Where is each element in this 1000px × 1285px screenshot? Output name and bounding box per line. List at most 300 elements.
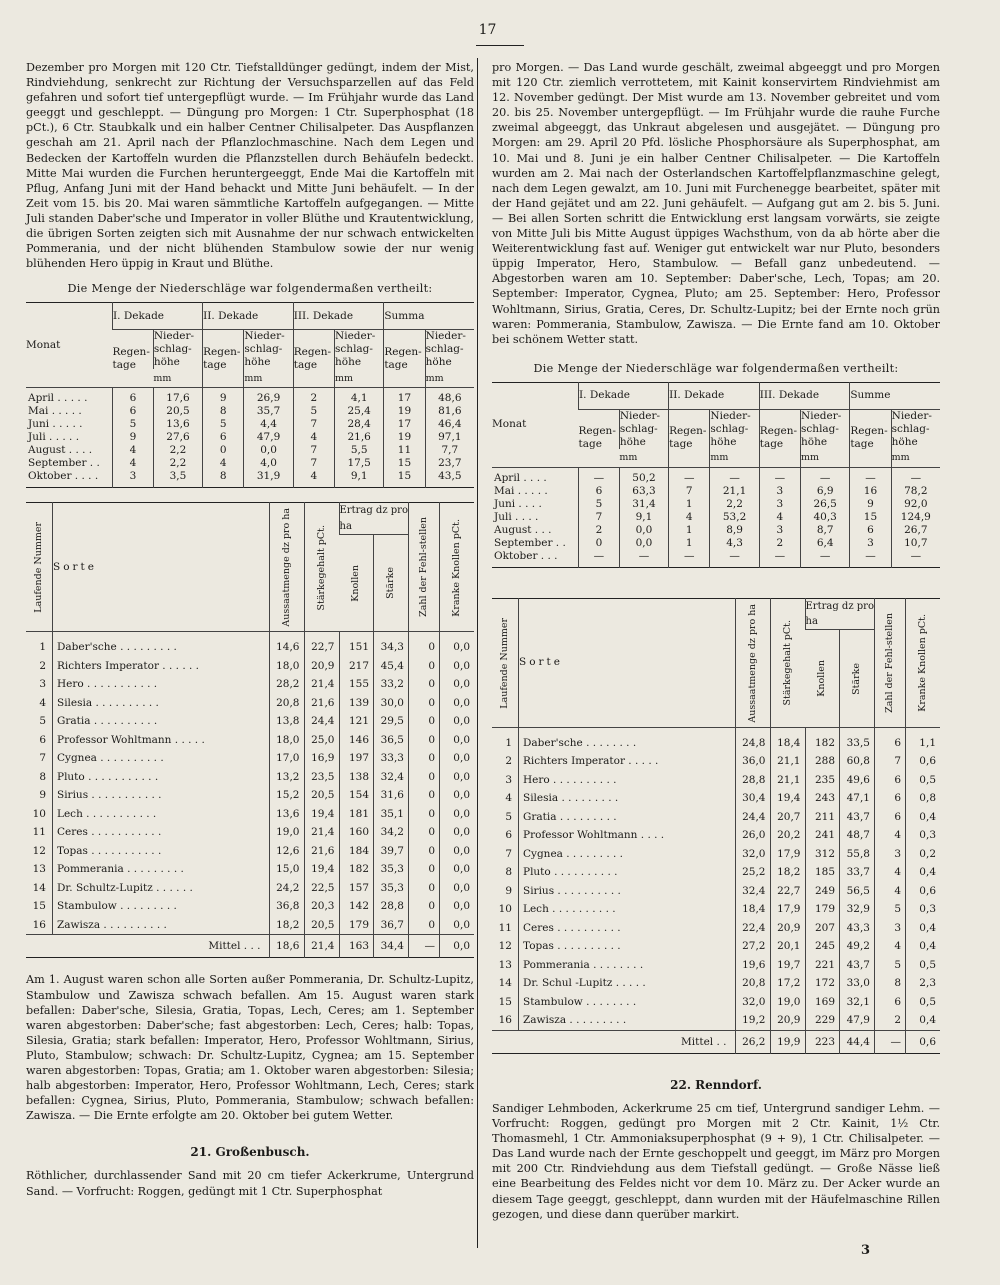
yield-value-cell: 0	[409, 657, 440, 676]
knollen-header: Knollen	[350, 564, 362, 602]
yield-value-cell: 28,2	[269, 675, 304, 694]
rain-value-cell: 48,6	[425, 388, 474, 406]
yield-value-cell: 0,6	[906, 882, 941, 901]
yield-value-cell: 18,0	[269, 657, 304, 676]
yield-value-cell: 179	[805, 900, 840, 919]
regentage-header: Regen-tage	[669, 409, 710, 467]
yield-value-cell: 22,7	[304, 632, 339, 657]
rain-value-cell: 2,2	[153, 457, 202, 470]
yield-value-cell: 0	[409, 712, 440, 731]
yield-value-cell: 3	[875, 919, 906, 938]
yield-value-cell: 28,8	[735, 771, 770, 790]
yield-row	[26, 675, 474, 694]
yield-value-cell: 249	[805, 882, 840, 901]
yield-value-cell: 6	[875, 993, 906, 1012]
variety-name-cell: Lech . . . . . . . . . . .	[53, 805, 270, 824]
dekade-2-header: II. Dekade	[669, 382, 760, 409]
yield-value-cell: 5	[875, 956, 906, 975]
yield-value-cell: 60,8	[840, 752, 875, 771]
row-number-cell: 7	[505, 847, 512, 860]
yield-value-cell: 0	[409, 860, 440, 879]
yield-row	[492, 863, 940, 882]
rain-value-cell: 2,2	[710, 498, 759, 511]
rain-value-cell: 53,2	[710, 511, 759, 524]
mm-unit: mm	[891, 449, 940, 468]
yield-row	[492, 727, 940, 752]
right-rain-body	[492, 467, 940, 567]
mittel-value: —	[875, 1030, 906, 1053]
yield-value-cell: 179	[339, 916, 374, 935]
sorte-header: Sorte	[519, 598, 736, 727]
knollen-header: Knollen	[816, 660, 828, 697]
rain-value-cell: 8,9	[710, 524, 759, 537]
yield-value-cell: 20,2	[770, 826, 805, 845]
hoehe-header: Nieder-schlag-höhe	[425, 330, 474, 370]
yield-row	[492, 882, 940, 901]
rain-value-cell: 92,0	[891, 498, 940, 511]
left-paragraph-1: Dezember pro Morgen mit 120 Ctr. Tiefstalldünger gedüngt, indem der Mist, Rindviehdung, senkrecht zur Richtung der Versuchsparzellen auf das Feld gefahren und sofort tief untergepflügt wurde. — Im Frühjahr wurde das Land geeggt und geschleppt. — Düngung pro Morgen: 1 Ctr. Superphosphat (18 pCt.), 6 Ctr. Staubkalk und ein halber Centner Chilisalpeter. Das Auspflanzen geschah am 21. April nach der Pflanzlochmaschine. Nach dem Legen und Bedecken der Kartoffeln wurden die Pflanzstellen durch Behäufeln bedeckt. Mitte Mai wurden die Furchen heruntergeeggt, Ende Mai die Kartoffeln mit Pflug, Anfang Juni mit der Hand behackt und Mitte Juni behäufelt. — In der Zeit vom 15. bis 20. Mai waren sämmtliche Kartoffeln aufgegangen. — Mitte Juli standen Daber'sche und Imperator in voller Blüthe und Krautentwicklung, die übrigen Sorten zeigten sich mit Ausnahme der nur schwach entwickelten Pommerania, und der nicht blühenden Stambulow sowie der nur wenig blühenden Hero üppig in Kraut und Blüthe.	[26, 61, 474, 271]
yield-value-cell: 29,5	[374, 712, 409, 731]
variety-name-cell: Richters Imperator . . . . .	[519, 752, 736, 771]
mm-unit: mm	[801, 449, 850, 468]
summe-header: Summe	[850, 382, 940, 409]
yield-value-cell: 36,8	[269, 897, 304, 916]
fehlstellen-header: Zahl der Fehl-stellen	[418, 517, 430, 618]
month-cell: September . .	[28, 457, 100, 470]
rain-value-cell: 15	[384, 470, 425, 488]
yield-value-cell: 229	[805, 1011, 840, 1030]
yield-value-cell: 0,5	[906, 993, 941, 1012]
yield-value-cell: 19,4	[304, 860, 339, 879]
ertrag-header: Ertrag dz pro ha	[805, 598, 875, 629]
variety-name-cell: Stambulow . . . . . . . . .	[53, 897, 270, 916]
yield-row	[492, 789, 940, 808]
yield-value-cell: 155	[339, 675, 374, 694]
rain-value-cell: 9,1	[335, 470, 384, 488]
rain-value-cell: 50,2	[619, 467, 668, 485]
yield-row	[26, 897, 474, 916]
yield-row	[26, 916, 474, 935]
yield-value-cell: 184	[339, 842, 374, 861]
yield-value-cell: 36,7	[374, 916, 409, 935]
yield-value-cell: 4	[875, 826, 906, 845]
yield-value-cell: 221	[805, 956, 840, 975]
mm-unit: mm	[244, 369, 293, 388]
aussaat-header: Aussaatmenge dz pro ha	[280, 508, 292, 627]
variety-name-cell: Cygnea . . . . . . . . . .	[53, 749, 270, 768]
row-number-cell: 8	[505, 866, 512, 879]
month-cell: April . . . . .	[28, 392, 88, 405]
row-number-cell: 4	[39, 696, 46, 709]
rain-value-cell: 4,4	[244, 418, 293, 431]
rain-value-cell: —	[579, 550, 620, 568]
yield-row	[26, 805, 474, 824]
rain-value-cell: 4	[759, 511, 800, 524]
yield-value-cell: 0,0	[440, 842, 475, 861]
mittel-value: 163	[339, 935, 374, 958]
yield-value-cell: 197	[339, 749, 374, 768]
rain-value-cell: 2	[579, 524, 620, 537]
yield-value-cell: 185	[805, 863, 840, 882]
row-number-cell: 3	[39, 678, 46, 691]
yield-value-cell: 25,2	[735, 863, 770, 882]
yield-value-cell: 22,5	[304, 879, 339, 898]
yield-value-cell: 43,3	[840, 919, 875, 938]
yield-value-cell: 21,1	[770, 771, 805, 790]
yield-row	[26, 749, 474, 768]
rain-value-cell: —	[759, 467, 800, 485]
yield-row	[26, 786, 474, 805]
rain-value-cell: 3	[759, 485, 800, 498]
left-yield-table	[26, 502, 474, 958]
yield-value-cell: 0,0	[440, 675, 475, 694]
rain-value-cell: 5,5	[335, 444, 384, 457]
rain-value-cell: —	[710, 550, 759, 568]
month-cell: Mai . . . . .	[494, 484, 548, 497]
yield-value-cell: 0,5	[906, 771, 941, 790]
row-number-cell: 14	[32, 881, 46, 894]
regentage-header: Regen-tage	[203, 330, 244, 388]
mittel-value: 19,9	[770, 1030, 805, 1053]
yield-value-cell: 45,4	[374, 657, 409, 676]
rain-value-cell: —	[891, 467, 940, 485]
yield-value-cell: 0	[409, 675, 440, 694]
dekade-1-header: I. Dekade	[579, 382, 669, 409]
yield-value-cell: 20,7	[770, 808, 805, 827]
yield-value-cell: 13,6	[269, 805, 304, 824]
rain-value-cell: 3	[113, 470, 154, 488]
yield-value-cell: 207	[805, 919, 840, 938]
rain-value-cell: 8,7	[801, 524, 850, 537]
month-cell: August . . . .	[28, 444, 93, 457]
yield-value-cell: 0	[409, 879, 440, 898]
yield-value-cell: 20,5	[304, 786, 339, 805]
yield-value-cell: 0,0	[440, 879, 475, 898]
kranke-knollen-header: Kranke Knollen pCt.	[917, 613, 929, 712]
rain-value-cell: 11	[384, 444, 425, 457]
rain-value-cell: 4	[113, 444, 154, 457]
rain-value-cell: 6,9	[801, 485, 850, 498]
dekade-2-header: II. Dekade	[203, 303, 294, 330]
yield-row	[492, 808, 940, 827]
variety-name-cell: Pommerania . . . . . . . .	[519, 956, 736, 975]
yield-row	[492, 919, 940, 938]
yield-value-cell: 0	[409, 731, 440, 750]
rain-value-cell: 4	[293, 431, 334, 444]
yield-value-cell: 0,0	[440, 916, 475, 935]
yield-value-cell: 26,0	[735, 826, 770, 845]
variety-name-cell: Pommerania . . . . . . . . .	[53, 860, 270, 879]
rain-value-cell: 17,5	[335, 457, 384, 470]
row-number-cell: 15	[32, 900, 46, 913]
yield-row	[492, 752, 940, 771]
hoehe-header: Nieder-schlag-höhe	[891, 409, 940, 449]
yield-value-cell: 142	[339, 897, 374, 916]
regentage-header: Regen-tage	[112, 345, 150, 371]
rain-value-cell: 6	[850, 524, 891, 537]
yield-value-cell: 22,4	[735, 919, 770, 938]
variety-name-cell: Pluto . . . . . . . . . .	[519, 863, 736, 882]
row-number-cell: 12	[32, 844, 46, 857]
yield-row	[26, 842, 474, 861]
rain-value-cell: 27,6	[153, 431, 202, 444]
month-cell: Mai . . . . .	[28, 405, 82, 418]
rain-row	[26, 388, 474, 406]
rain-value-cell: 0,0	[619, 537, 668, 550]
rain-value-cell: 7	[669, 485, 710, 498]
yield-value-cell: 0,2	[906, 845, 941, 864]
rain-value-cell: 7	[293, 457, 334, 470]
yield-value-cell: 0	[409, 694, 440, 713]
yield-value-cell: 43,7	[840, 808, 875, 827]
yield-value-cell: 16,9	[304, 749, 339, 768]
variety-name-cell: Hero . . . . . . . . . .	[519, 771, 736, 790]
yield-value-cell: 18,4	[735, 900, 770, 919]
rain-value-cell: 7	[293, 444, 334, 457]
yield-value-cell: 2,3	[906, 974, 941, 993]
fehlstellen-header: Zahl der Fehl-stellen	[884, 612, 896, 713]
rain-value-cell: 47,9	[244, 431, 293, 444]
yield-value-cell: 23,5	[304, 768, 339, 787]
yield-value-cell: 33,7	[840, 863, 875, 882]
rain-value-cell: 16	[850, 485, 891, 498]
rain-value-cell: 31,9	[244, 470, 293, 488]
yield-value-cell: 0,3	[906, 900, 941, 919]
row-number-cell: 10	[32, 807, 46, 820]
variety-name-cell: Gratia . . . . . . . . . .	[53, 712, 270, 731]
rain-value-cell: 6	[113, 405, 154, 418]
yield-value-cell: 0,8	[906, 789, 941, 808]
row-number-cell: 14	[498, 977, 512, 990]
yield-value-cell: 181	[339, 805, 374, 824]
mittel-value: 44,4	[840, 1030, 875, 1053]
nr-header: Laufende Nummer	[33, 522, 45, 613]
regentage-header: Regen-tage	[850, 409, 891, 467]
rain-value-cell: 6	[113, 388, 154, 406]
yield-value-cell: 17,9	[770, 900, 805, 919]
variety-name-cell: Gratia . . . . . . . . .	[519, 808, 736, 827]
rain-monat-header: Monat	[26, 303, 113, 388]
yield-value-cell: 24,8	[735, 727, 770, 752]
rain-value-cell: 9	[850, 498, 891, 511]
right-yield-table	[492, 598, 940, 1054]
rain-value-cell: 19	[384, 405, 425, 418]
yield-value-cell: 33,3	[374, 749, 409, 768]
yield-value-cell: 0	[409, 823, 440, 842]
staerke-header: Stärke	[851, 662, 863, 695]
yield-value-cell: 20,3	[304, 897, 339, 916]
rain-value-cell: 28,4	[335, 418, 384, 431]
hoehe-header: Nieder-schlag-höhe	[335, 330, 384, 370]
rain-value-cell: —	[891, 550, 940, 568]
yield-value-cell: 245	[805, 937, 840, 956]
rain-value-cell: 3	[850, 537, 891, 550]
yield-value-cell: 0,0	[440, 786, 475, 805]
rain-value-cell: 40,3	[801, 511, 850, 524]
yield-value-cell: 18,2	[269, 916, 304, 935]
yield-row	[26, 860, 474, 879]
yield-value-cell: 49,2	[840, 937, 875, 956]
yield-value-cell: 55,8	[840, 845, 875, 864]
yield-value-cell: 5	[875, 900, 906, 919]
yield-value-cell: 33,5	[840, 727, 875, 752]
yield-value-cell: 24,2	[269, 879, 304, 898]
rain-row	[26, 470, 474, 488]
month-cell: Oktober . . .	[494, 549, 558, 562]
rain-value-cell: 21,6	[335, 431, 384, 444]
right-rain-table	[492, 382, 940, 568]
row-number-cell: 1	[39, 641, 46, 654]
rain-value-cell: 2	[293, 388, 334, 406]
yield-value-cell: 21,1	[770, 752, 805, 771]
yield-value-cell: 13,2	[269, 768, 304, 787]
yield-value-cell: 20,8	[735, 974, 770, 993]
month-cell: Oktober . . . .	[28, 470, 99, 483]
rain-value-cell: 4,3	[710, 537, 759, 550]
row-number-cell: 16	[32, 918, 46, 931]
yield-value-cell: 19,0	[770, 993, 805, 1012]
rain-value-cell: 35,7	[244, 405, 293, 418]
rain-value-cell: 7	[293, 418, 334, 431]
rain-value-cell: —	[579, 467, 620, 485]
variety-name-cell: Dr. Schul -Lupitz . . . . .	[519, 974, 736, 993]
hoehe-header: Nieder-schlag-höhe	[801, 409, 850, 449]
rain-row	[492, 550, 940, 568]
rain-value-cell: 17	[384, 388, 425, 406]
row-number-cell: 4	[505, 792, 512, 805]
yield-row	[26, 657, 474, 676]
yield-row	[492, 900, 940, 919]
yield-value-cell: 20,9	[770, 1011, 805, 1030]
yield-value-cell: 36,5	[374, 731, 409, 750]
mittel-value: 21,4	[304, 935, 339, 958]
left-yield-body	[26, 632, 474, 935]
yield-row	[492, 993, 940, 1012]
yield-value-cell: 12,6	[269, 842, 304, 861]
rain-value-cell: 23,7	[425, 457, 474, 470]
yield-value-cell: 4	[875, 937, 906, 956]
yield-value-cell: 18,4	[770, 727, 805, 752]
rain-value-cell: 0,0	[244, 444, 293, 457]
rain-row	[492, 537, 940, 550]
rain-value-cell: 8	[203, 470, 244, 488]
ertrag-header: Ertrag dz pro ha	[339, 503, 409, 534]
footer-signature-mark: 3	[860, 1243, 870, 1258]
rain-row	[492, 485, 940, 498]
row-number-cell: 5	[39, 715, 46, 728]
rain-value-cell: —	[850, 550, 891, 568]
variety-name-cell: Professor Wohltmann . . . .	[519, 826, 736, 845]
yield-value-cell: 151	[339, 632, 374, 657]
staerkegehalt-header: Stärkegehalt pCt.	[781, 620, 793, 706]
yield-value-cell: 32,0	[735, 845, 770, 864]
rain-value-cell: —	[669, 550, 710, 568]
left-column	[26, 60, 474, 1199]
rain-value-cell: 0,0	[619, 524, 668, 537]
yield-value-cell: 154	[339, 786, 374, 805]
yield-value-cell: 6	[875, 789, 906, 808]
mittel-value: 223	[805, 1030, 840, 1053]
yield-value-cell: 0	[409, 805, 440, 824]
yield-value-cell: 47,1	[840, 789, 875, 808]
yield-value-cell: 146	[339, 731, 374, 750]
right-yield-body	[492, 727, 940, 1030]
mittel-value: 18,6	[269, 935, 304, 958]
yield-value-cell: 0,0	[440, 657, 475, 676]
rain-value-cell: 9,1	[619, 511, 668, 524]
rain-value-cell: —	[710, 467, 759, 485]
rain-value-cell: 4	[113, 457, 154, 470]
yield-value-cell: 20,9	[770, 919, 805, 938]
yield-value-cell: 15,2	[269, 786, 304, 805]
rain-value-cell: 4	[203, 457, 244, 470]
rain-value-cell: 5	[579, 498, 620, 511]
yield-value-cell: 25,0	[304, 731, 339, 750]
yield-value-cell: 17,9	[770, 845, 805, 864]
mm-unit: mm	[710, 449, 759, 468]
mm-unit: mm	[425, 369, 474, 388]
row-number-cell: 13	[32, 863, 46, 876]
yield-row	[492, 974, 940, 993]
row-number-cell: 13	[498, 958, 512, 971]
yield-value-cell: 32,4	[374, 768, 409, 787]
yield-value-cell: 0	[409, 768, 440, 787]
rain-value-cell: 124,9	[891, 511, 940, 524]
rain-row	[26, 418, 474, 431]
rain-value-cell: 3,5	[153, 470, 202, 488]
rain-value-cell: 1	[669, 537, 710, 550]
yield-value-cell: 21,4	[304, 675, 339, 694]
row-number-cell: 11	[498, 921, 512, 934]
yield-value-cell: 13,8	[269, 712, 304, 731]
right-paragraph-2: Sandiger Lehmboden, Ackerkrume 25 cm tief, Untergrund sandiger Lehm. — Vorfrucht: Roggen, gedüngt pro Morgen mit 2 Ctr. Kainit, 1½ Ctr. Thomasmehl, 1 Ctr. Ammoniaksuperphosphat (9 + 9), 1 Ctr. Chilisalpeter. — Das Land wurde nach der Ernte geschoppelt und geeggt, im März pro Morgen mit 200 Ctr. Rindviehdung aus dem Tiefstall gedüngt. — Große Nässe ließ eine Bearbeitung des Feldes nicht vor dem 10. März zu. Der Acker wurde an diesem Tage geeggt, geschleppt, dann wurden mit der Häufelmaschine Rillen gezogen, und diese dann querüber markirt.	[492, 1101, 940, 1221]
yield-value-cell: 0	[409, 749, 440, 768]
yield-value-cell: 20,5	[304, 916, 339, 935]
month-cell: Juni . . . .	[494, 497, 542, 510]
yield-value-cell: 3	[875, 845, 906, 864]
yield-row	[492, 771, 940, 790]
rain-value-cell: 19	[384, 431, 425, 444]
yield-value-cell: 0,0	[440, 768, 475, 787]
rain-value-cell: 6,4	[801, 537, 850, 550]
regentage-header: Regen-tage	[578, 425, 616, 451]
yield-row	[492, 826, 940, 845]
rain-value-cell: —	[669, 467, 710, 485]
rain-value-cell: 78,2	[891, 485, 940, 498]
rain-value-cell: 3	[759, 498, 800, 511]
yield-value-cell: 0	[409, 916, 440, 935]
row-number-cell: 3	[505, 773, 512, 786]
row-number-cell: 9	[39, 789, 46, 802]
yield-value-cell: 0	[409, 897, 440, 916]
rain-value-cell: 20,5	[153, 405, 202, 418]
yield-value-cell: 28,8	[374, 897, 409, 916]
yield-value-cell: 18,0	[269, 731, 304, 750]
rain-row	[26, 405, 474, 418]
yield-value-cell: 0,6	[906, 752, 941, 771]
variety-name-cell: Ceres . . . . . . . . . .	[519, 919, 736, 938]
rain-value-cell: 31,4	[619, 498, 668, 511]
yield-value-cell: 8	[875, 974, 906, 993]
yield-value-cell: 0	[409, 842, 440, 861]
yield-value-cell: 56,5	[840, 882, 875, 901]
summa-header: Summa	[384, 303, 474, 330]
yield-value-cell: 43,7	[840, 956, 875, 975]
rain-value-cell: 17	[384, 418, 425, 431]
mittel-value: 26,2	[735, 1030, 770, 1053]
variety-name-cell: Stambulow . . . . . . . .	[519, 993, 736, 1012]
yield-value-cell: 0,0	[440, 897, 475, 916]
